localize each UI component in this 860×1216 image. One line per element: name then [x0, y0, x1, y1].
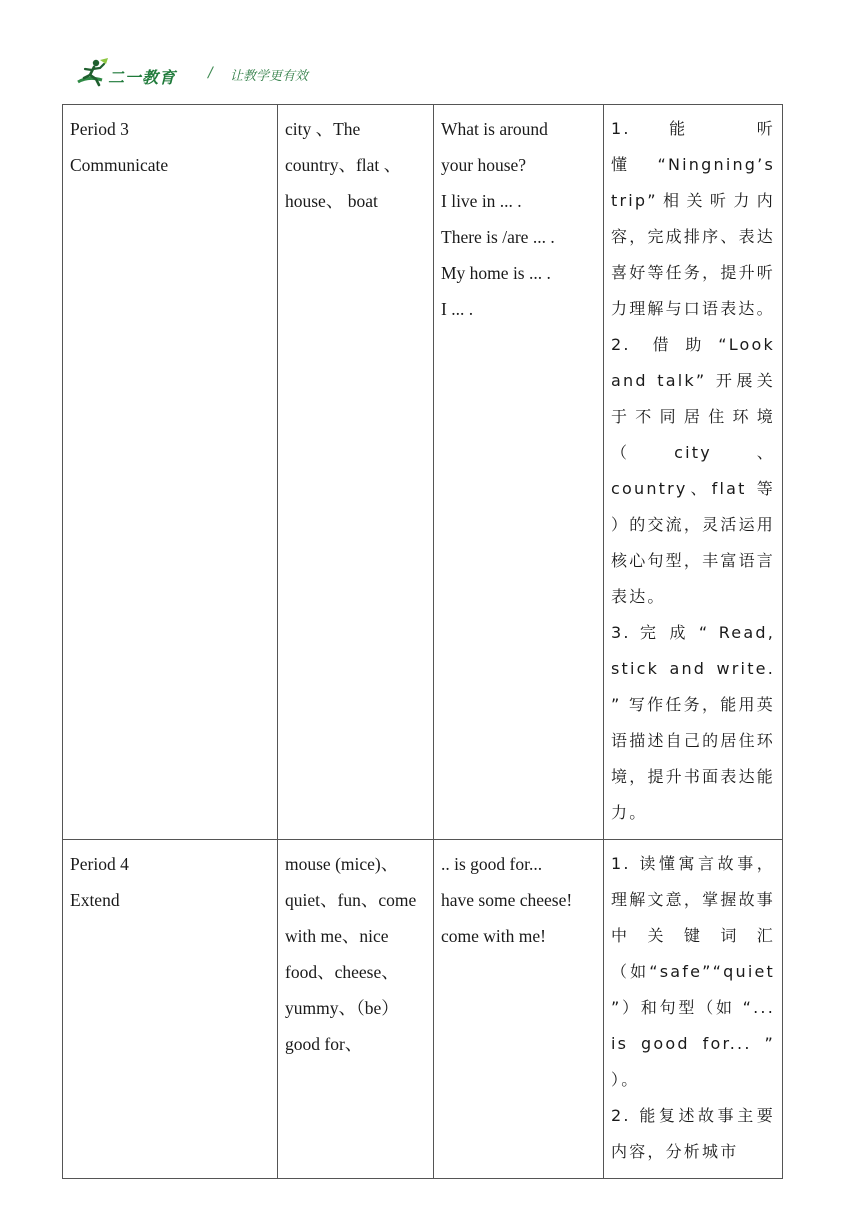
period-cell [63, 105, 278, 840]
word-line: food、cheese、 [285, 962, 399, 982]
sentences-cell [434, 840, 604, 1179]
sentence-line: My home is ... . [441, 263, 551, 283]
goal-paragraph: 3. 完 成 “ Read, stick and write. ” 写作任务，能用英语描述自己的居住环境，提升书面表达能力。 [611, 623, 775, 822]
sentence-line: I ... . [441, 299, 474, 319]
period-number: Period 4 [70, 854, 129, 874]
period-name: Communicate [70, 155, 169, 175]
period-number: Period 3 [70, 119, 129, 139]
word-line: mouse (mice)、 [285, 854, 399, 874]
sentence-line: have some cheese! [441, 890, 573, 910]
sentence-line: come with me! [441, 926, 546, 946]
period-cell [63, 840, 278, 1179]
brand-slogan: 让教学更有效 [230, 69, 309, 84]
table-row [63, 105, 783, 840]
sentence-line: I live in ... . [441, 191, 522, 211]
goal-paragraph: 1. 能 听 懂“Ningning’s trip”相关听力内容，完成排序、表达喜好等任务，提升听力理解与口语表达。 [611, 119, 775, 318]
running-figure-logo-icon [72, 56, 112, 92]
words-cell [278, 840, 434, 1179]
goal-paragraph: 2. 能复述故事主要内容，分析城市 [611, 1106, 775, 1161]
word-line: quiet、fun、come [285, 890, 417, 910]
sentence-line: What is around [441, 119, 548, 139]
word-line: with me、nice [285, 926, 389, 946]
goals-cell [604, 840, 783, 1179]
words-cell [278, 105, 434, 840]
period-name: Extend [70, 890, 120, 910]
header-separator: / [208, 65, 213, 81]
table-row [63, 840, 783, 1179]
word-line: country、flat 、 [285, 155, 402, 175]
page-header [72, 56, 792, 96]
word-line: yummy、（be） [285, 998, 399, 1018]
sentences-cell [434, 105, 604, 840]
sentence-line: .. is good for... [441, 854, 543, 874]
word-line: house、 boat [285, 191, 378, 211]
goal-paragraph: 1. 读懂寓言故事，理解文意，掌握故事中关键词汇（如“safe”“quiet”）和句型（如 “... is good for... ” ）。 [611, 854, 775, 1089]
goals-cell [604, 105, 783, 840]
sentence-line: your house? [441, 155, 527, 175]
sentence-line: There is /are ... . [441, 227, 555, 247]
goal-paragraph: 2. 借助“Look and talk” 开展关于不同居住环境（city、country、flat 等 ）的交流，灵活运用核心句型，丰富语言表达。 [611, 335, 775, 606]
brand-logo [72, 56, 192, 92]
lesson-plan-table [62, 104, 783, 1179]
brand-name: 二一教育 [108, 68, 177, 87]
word-line: city 、The [285, 119, 361, 139]
word-line: good for、 [285, 1034, 363, 1054]
